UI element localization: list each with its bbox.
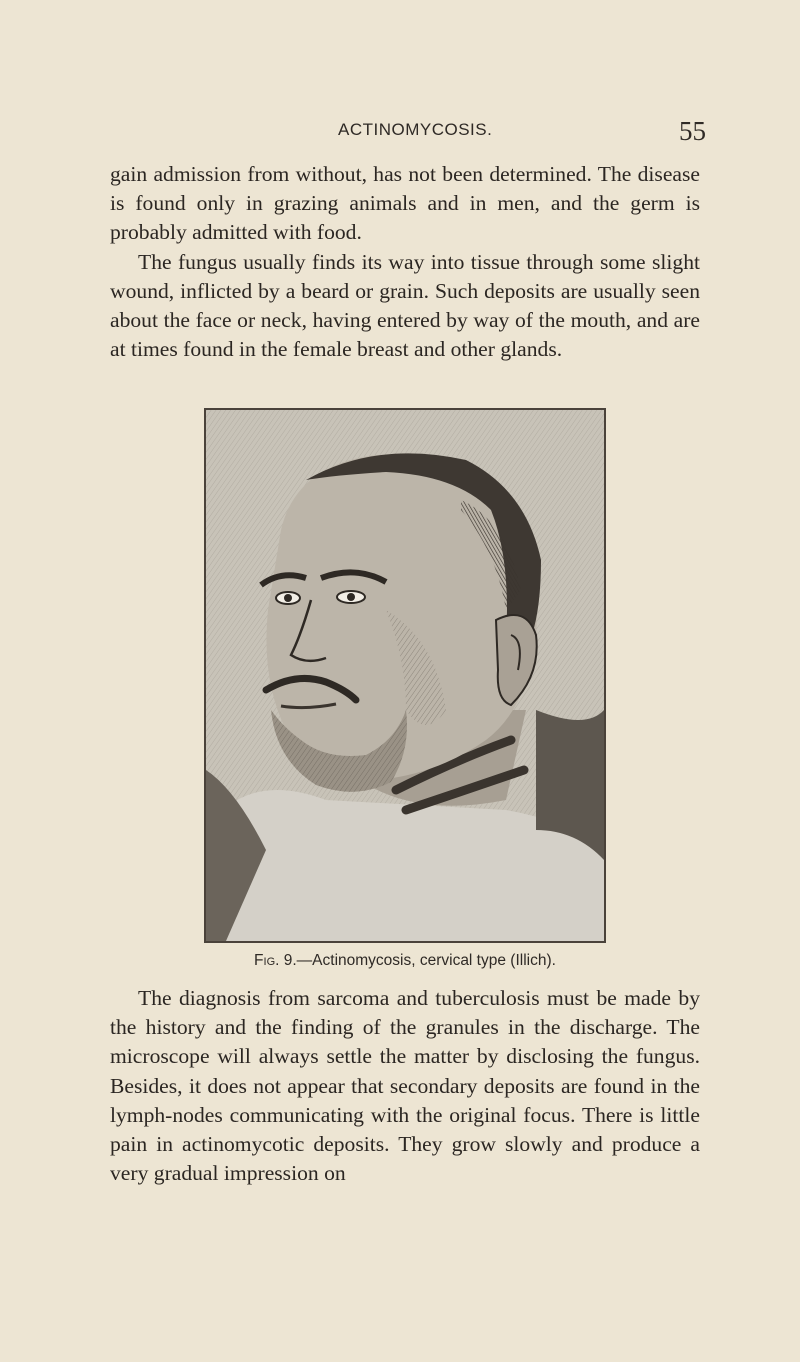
page-number: 55 bbox=[679, 116, 706, 146]
figure-illustration bbox=[204, 408, 606, 943]
body-text-top bbox=[110, 160, 700, 364]
figure-caption bbox=[110, 952, 700, 970]
patient-portrait-illustration bbox=[206, 410, 604, 941]
figure-label: Fig. 9. bbox=[254, 952, 297, 969]
paragraph-fungus: The fungus usually finds its way into tissue through some slight wound, inflicted by a beard or grain. Such deposits are usually seen about the face or neck, having entered by way of the mouth, and are at times found in the female breast and other glands. bbox=[110, 249, 700, 362]
running-head bbox=[110, 118, 710, 146]
paragraph-diagnosis: The diagnosis from sarcoma and tuberculosis must be made by the history and the finding of the granules in the discharge. The microscope will always settle the matter by disclosing the fungus. Besides, it does not appear that secondary deposits are found in the lymph-nodes communicating with the original focus. There is little pain in actinomycotic deposits. They grow slowly and produce a very gradual impression on bbox=[110, 986, 700, 1186]
paragraph-continued: gain admission from without, has not been determined. The disease is found only in grazing animals and in men, and the germ is probably admitted with food. bbox=[110, 162, 700, 245]
figure-caption-text: —Actinomycosis, cervical type (Illich). bbox=[296, 952, 556, 969]
running-title: ACTINOMYCOSIS. bbox=[338, 120, 493, 139]
body-text-bottom bbox=[110, 984, 700, 1188]
